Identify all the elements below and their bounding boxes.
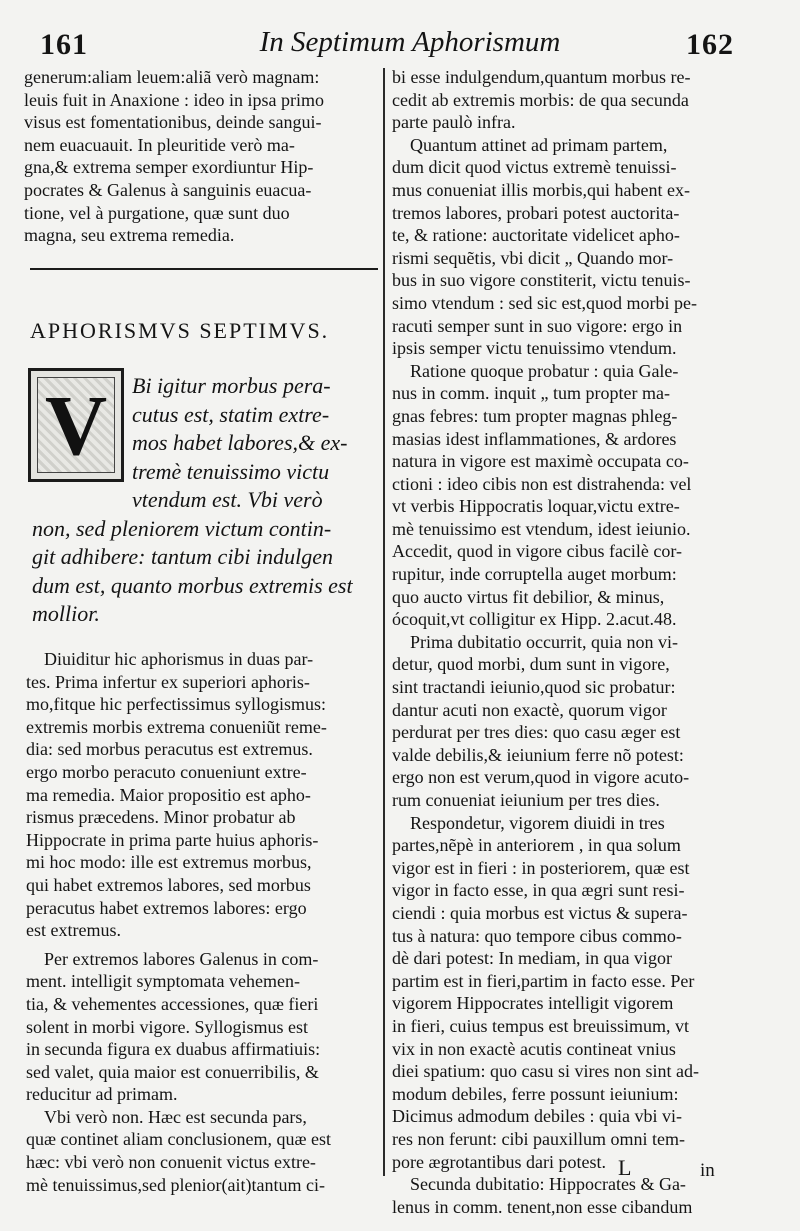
- catchword: in: [700, 1160, 715, 1181]
- text-line: vix in non exactè acutis contineat vnius: [392, 1038, 676, 1059]
- text-line: ócoquit,vt colligitur ex Hipp. 2.acut.48.: [392, 609, 677, 630]
- text-line: rismus præcedens. Minor probatur ab: [26, 807, 296, 828]
- text-line: Quantum attinet ad primam partem,: [410, 134, 668, 155]
- text-line: nus in comm. inquit „ tum propter ma-: [392, 383, 670, 404]
- aphorism-line: Bi igitur morbus pera-: [132, 373, 331, 398]
- text-line: vigor in facto esse, in qua ægri sunt resi-: [392, 880, 685, 901]
- text-line: ciendi : quia morbus est victus & supera-: [392, 902, 688, 923]
- text-line: rismi sequẽtis, vbi dicit „ Quando mor-: [392, 247, 674, 268]
- text-line: Secunda dubitatio: Hippocrates & Ga-: [410, 1174, 686, 1195]
- text-line: tus à natura: quo tempore cibus commo-: [392, 925, 682, 946]
- left-column-top: [24, 66, 376, 247]
- text-line: Diuiditur hic aphorismus in duas par-: [44, 649, 314, 669]
- text-line: tia, & vehementes accessiones, quæ fieri: [26, 993, 319, 1014]
- text-line: Respondetur, vigorem diuidi in tres: [410, 812, 665, 833]
- text-line: extremis morbis extrema conueniũt reme-: [26, 716, 327, 737]
- text-line: rum conueniat ieiunium per tres dies.: [392, 790, 660, 810]
- aphorism-line: git adhibere: tantum cibi indulgen: [32, 544, 334, 569]
- text-line: mi hoc modo: ille est extremus morbus,: [26, 852, 312, 873]
- text-line: mus conueniat illis morbis,qui habent ex-: [392, 179, 690, 200]
- text-line: dantur acuti non exactè, quorum vigor: [392, 699, 667, 720]
- text-line: peracutus habet extremos labores: ergo: [26, 897, 307, 918]
- text-line: Hippocrate in prima parte huius aphoris-: [26, 829, 319, 850]
- aphorism-line: mos habet labores,& ex-: [132, 430, 348, 455]
- text-line: magna, seu extrema remedia.: [24, 225, 235, 246]
- text-line: solent in morbi vigore. Syllogismus est: [26, 1016, 308, 1037]
- text-line: gna,& extrema semper exordiuntur Hip-: [24, 157, 314, 178]
- text-line: sint tractandi ieiunio,quod sic probatur:: [392, 677, 676, 698]
- text-line: bus in suo vigore constiterit, victu tenuis-: [392, 270, 691, 291]
- text-line: vt verbis Hippocratis loquar,victu extre-: [392, 496, 680, 517]
- text-line: hæc: vbi verò non conuenit victus extre-: [26, 1152, 316, 1173]
- text-line: leuis fuit in Anaxione : ideo in ipsa primo: [24, 89, 324, 110]
- text-line: te, & ratione: auctoritate videlicet apho-: [392, 225, 680, 246]
- text-line: qui habet extremos labores, sed morbus: [26, 874, 311, 895]
- text-line: valde debilis,& ieiunium ferre nõ potest:: [392, 744, 684, 765]
- aphorism-line: cutus est, statim extre-: [132, 401, 330, 427]
- text-line: mè tenuissimo est vtendum, idest ieiunio.: [392, 518, 691, 539]
- text-line: nem euacuauit. In pleuritide verò ma-: [24, 134, 295, 155]
- text-line: quæ continet aliam conclusionem, quæ est: [26, 1129, 331, 1150]
- aphorism-line: non, sed pleniorem victum contin-: [32, 515, 332, 541]
- text-line: simo vtendum : sed sic est,quod morbi pe-: [392, 292, 697, 313]
- signature-mark: L: [618, 1155, 632, 1180]
- text-line: natura in vigore est maximè occupata co-: [392, 451, 689, 472]
- text-line: ergo non est verum,quod in vigore acuto-: [392, 767, 690, 788]
- text-line: bi esse indulgendum,quantum morbus re-: [392, 67, 691, 87]
- aphorism-text: [32, 372, 377, 629]
- aphorism-line: tremè tenuissimo victu: [132, 458, 330, 484]
- text-line: gnas febres: tum propter magnas phleg-: [392, 405, 678, 426]
- page-number-right: 162: [686, 28, 734, 61]
- text-line: Dicimus admodum debiles : quia vbi vi-: [392, 1106, 682, 1127]
- text-line: masias idest inflammationes, & ardores: [392, 428, 677, 449]
- text-line: tes. Prima infertur ex superiori aphoris-: [26, 671, 310, 692]
- text-line: ment. intelligit symptomata vehemen-: [26, 971, 300, 992]
- text-line: ma remedia. Maior propositio est apho-: [26, 784, 311, 805]
- text-line: perdurat per tres dies: quo casu æger est: [392, 722, 681, 743]
- text-line: in secunda figura ex duabus affirmatiuis:: [26, 1039, 321, 1060]
- text-line: est extremus.: [26, 920, 121, 941]
- text-line: tremos labores, probari potest auctorita-: [392, 202, 680, 223]
- text-line: vigor est in fieri : in posteriorem, quæ est: [392, 857, 690, 878]
- text-line: vigorem Hippocrates intelligit vigorem: [392, 993, 674, 1014]
- aphorism-line: dum est, quanto morbus extremis est: [32, 572, 353, 598]
- text-line: mè tenuissimus,sed plenior(ait)tantum ci-: [26, 1174, 325, 1195]
- text-line: cedit ab extremis morbis: de qua secunda: [392, 89, 689, 110]
- text-line: lenus in comm. tenent,non esse cibandum: [392, 1196, 693, 1217]
- running-title: In Septimum Aphorismum: [259, 26, 561, 58]
- text-line: in fieri, cuius tempus est breuissimum, vt: [392, 1015, 689, 1036]
- section-rule: [30, 268, 378, 270]
- text-line: parte paulò infra.: [392, 112, 516, 133]
- text-line: visus est fomentationibus, deinde sangui-: [24, 112, 322, 133]
- initial-letter: V: [44, 377, 108, 473]
- text-line: res non ferunt: cibi pauxillum omni tem-: [392, 1128, 685, 1149]
- text-line: tione, vel à purgatione, quæ sunt duo: [24, 202, 290, 223]
- text-line: partes,nẽpè in anteriorem , in qua solum: [392, 835, 681, 856]
- text-line: generum:aliam leuem:aliã verò magnam:: [24, 67, 320, 87]
- text-line: detur, quod morbi, dum sunt in vigore,: [392, 654, 670, 675]
- text-line: dum dicit quod victus extremè tenuissi-: [392, 157, 677, 178]
- text-line: pore ægrotantibus dari potest.: [392, 1151, 606, 1172]
- text-line: ctioni : ideo cibis non est distrahenda: vel: [392, 473, 692, 494]
- text-line: ergo morbo peracuto conueniunt extre-: [26, 761, 307, 782]
- text-line: Prima dubitatio occurrit, quia non vi-: [410, 631, 678, 652]
- text-line: Vbi verò non. Hæc est secunda pars,: [44, 1106, 307, 1127]
- column-divider: [383, 68, 385, 1176]
- aphorism-heading: APHORISMVS SEPTIMVS.: [30, 318, 330, 343]
- aphorism-line: mollior.: [32, 601, 100, 626]
- text-line: quo aucto virtus fit debilior, & minus,: [392, 586, 665, 607]
- text-line: Per extremos labores Galenus in com-: [44, 948, 319, 969]
- text-line: sed valet, quia maior est conuerribilis, &: [26, 1061, 319, 1082]
- text-line: mo,fitque hic perfectissimus syllogismus:: [26, 694, 326, 715]
- text-line: modum debiles, ferre possunt ieiunium:: [392, 1083, 679, 1104]
- text-line: racuti semper sunt in suo vigore: ergo in: [392, 315, 683, 336]
- text-line: reducitur ad primam.: [26, 1084, 178, 1105]
- text-line: pocrates & Galenus à sanguinis euacua-: [24, 179, 312, 200]
- aphorism-line: vtendum est. Vbi verò: [132, 487, 323, 512]
- text-line: rupitur, inde corruptella auget morbum:: [392, 564, 677, 585]
- right-column: [392, 66, 770, 1218]
- text-line: partim est in fieri,partim in facto esse. Per: [392, 970, 695, 991]
- page-number-left: 161: [40, 28, 88, 61]
- text-line: ipsis semper victu tenuissimo vtendum.: [392, 338, 677, 359]
- left-column-commentary: [26, 648, 378, 1196]
- text-line: Accedit, quod in vigore cibus facilè cor-: [392, 541, 683, 562]
- text-line: Ratione quoque probatur : quia Gale-: [410, 360, 679, 381]
- text-line: dia: sed morbus peracutus est extremus.: [26, 739, 313, 760]
- text-line: diei spatium: quo casu si vires non sint ad-: [392, 1061, 699, 1082]
- text-line: dè dari potest: In mediam, in qua vigor: [392, 948, 672, 969]
